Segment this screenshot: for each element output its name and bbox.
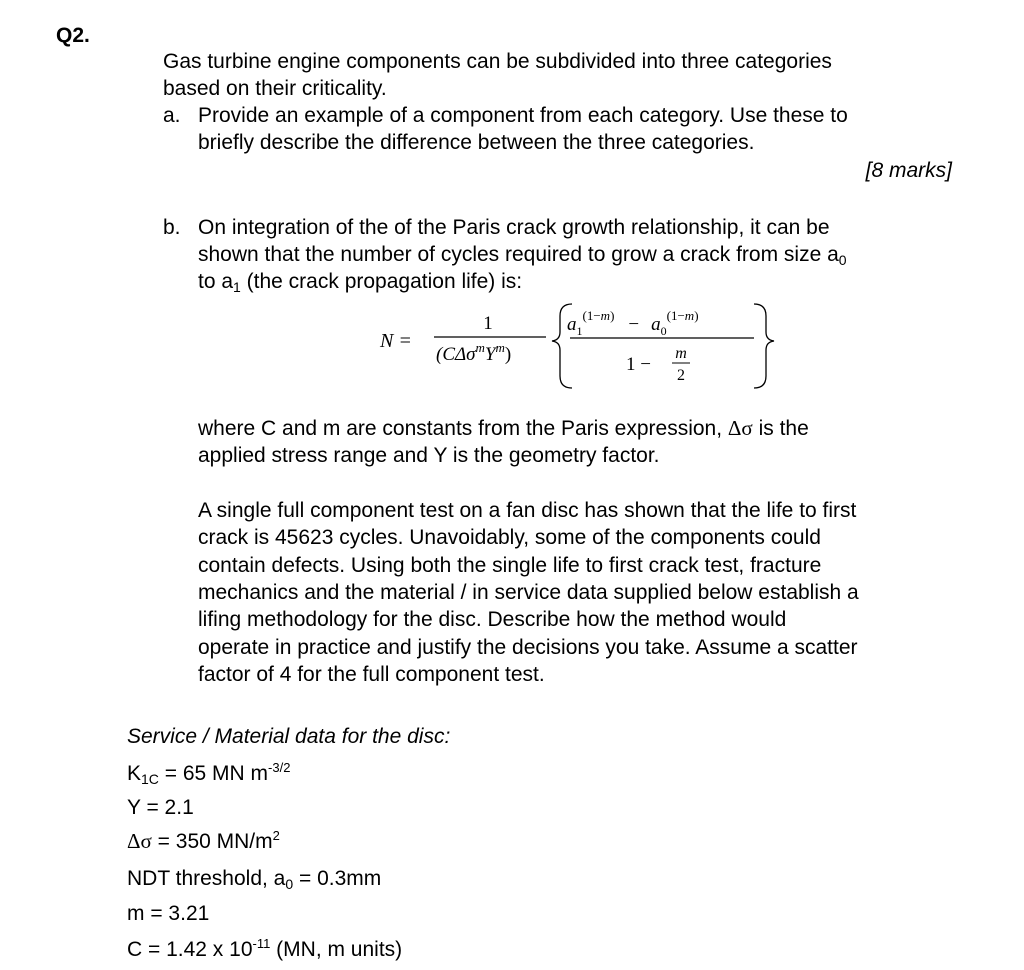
data-k1c bbox=[127, 760, 290, 789]
k1c-symbol: K bbox=[127, 762, 142, 785]
ndt-label: NDT threshold, a bbox=[127, 867, 286, 890]
part-b-text-2: shown that the number of cycles required to grow a crack from size a bbox=[198, 243, 839, 266]
paragraph-line: contain defects. Using both the single life to first crack test, fracture bbox=[198, 554, 822, 577]
where-text-1b: is the bbox=[752, 417, 809, 440]
delta-sigma-value: = 350 MN/m bbox=[151, 830, 273, 853]
part-b-text-1: On integration of the of the Paris crack growth relationship, it can be bbox=[198, 216, 830, 239]
k1c-subscript: 1C bbox=[141, 771, 159, 787]
paragraph-line: A single full component test on a fan disc has shown that the life to first bbox=[198, 499, 857, 522]
part-a-line-2: briefly describe the difference between the three categories. bbox=[198, 131, 755, 154]
data-c bbox=[127, 936, 402, 965]
delta-sigma-label: Δσ bbox=[127, 829, 152, 853]
ndt-value: = 0.3mm bbox=[293, 867, 382, 890]
paris-equation bbox=[370, 292, 790, 392]
where-text-1: where C and m are constants from the Paris expression, bbox=[198, 417, 728, 440]
paragraph-line: lifing methodology for the disc. Describe how the method would bbox=[198, 608, 787, 631]
data-heading: Service / Material data for the disc: bbox=[127, 725, 451, 748]
part-a-line-1 bbox=[163, 102, 848, 129]
c-units: (MN, m units) bbox=[270, 938, 403, 961]
subscript-a1: 1 bbox=[233, 279, 241, 295]
c-value: C = 1.42 x 10 bbox=[127, 938, 253, 961]
where-line-1 bbox=[198, 415, 809, 442]
subscript-a0: 0 bbox=[838, 252, 847, 268]
paragraph-line: operate in practice and justify the decisions you take. Assume a scatter bbox=[198, 636, 858, 659]
eq-inner-denominator-2: 2 bbox=[677, 367, 685, 384]
paragraph-line: mechanics and the material / in service data supplied below establish a bbox=[198, 581, 859, 604]
where-line-2: applied stress range and Y is the geometry factor. bbox=[198, 444, 660, 467]
k1c-value: = 65 MN m bbox=[158, 762, 269, 785]
part-b-text-3: to a bbox=[198, 270, 234, 293]
eq-coef-numerator: 1 bbox=[483, 313, 493, 334]
part-b-line-2 bbox=[198, 241, 847, 270]
c-exponent: -11 bbox=[252, 936, 271, 951]
eq-right-brace bbox=[754, 304, 774, 388]
question-number: Q2. bbox=[56, 24, 90, 47]
part-b-label: b. bbox=[163, 216, 181, 239]
part-a-label: a. bbox=[163, 104, 181, 127]
delta-sigma-symbol: Δσ bbox=[727, 416, 753, 440]
eq-inner-numerator: $a_1^{(1-}m) - a_0^{(1-}m$) bbox=[567, 308, 699, 338]
k1c-exponent: -3/2 bbox=[268, 760, 291, 775]
ndt-subscript: 0 bbox=[285, 876, 294, 892]
paragraph-line: crack is 45623 cycles. Unavoidably, some of the components could bbox=[198, 526, 821, 549]
part-b-text-3b: (the crack propagation life) is: bbox=[240, 270, 523, 293]
marks-label: [8 marks] bbox=[865, 159, 952, 182]
part-a-text-1: Provide an example of a component from each category. Use these to bbox=[198, 104, 848, 127]
data-y: Y = 2.1 bbox=[127, 796, 194, 819]
paragraph-line: factor of 4 for the full component test. bbox=[198, 663, 545, 686]
intro-line-2: based on their criticality. bbox=[163, 77, 387, 100]
delta-sigma-exponent: 2 bbox=[272, 828, 280, 843]
eq-inner-denominator-one: 1 − bbox=[626, 354, 651, 375]
part-b-line-1 bbox=[163, 214, 830, 241]
eq-inner-denominator-m: m bbox=[675, 345, 687, 362]
data-delta-sigma bbox=[127, 828, 280, 857]
intro-line-1: Gas turbine engine components can be subdivided into three categories bbox=[163, 50, 832, 73]
data-m: m = 3.21 bbox=[127, 902, 210, 925]
data-ndt bbox=[127, 865, 381, 894]
eq-lhs: N = bbox=[380, 330, 412, 352]
eq-coef-denominator: $(C\Delta\sigma^mY^m)$ bbox=[436, 340, 512, 365]
